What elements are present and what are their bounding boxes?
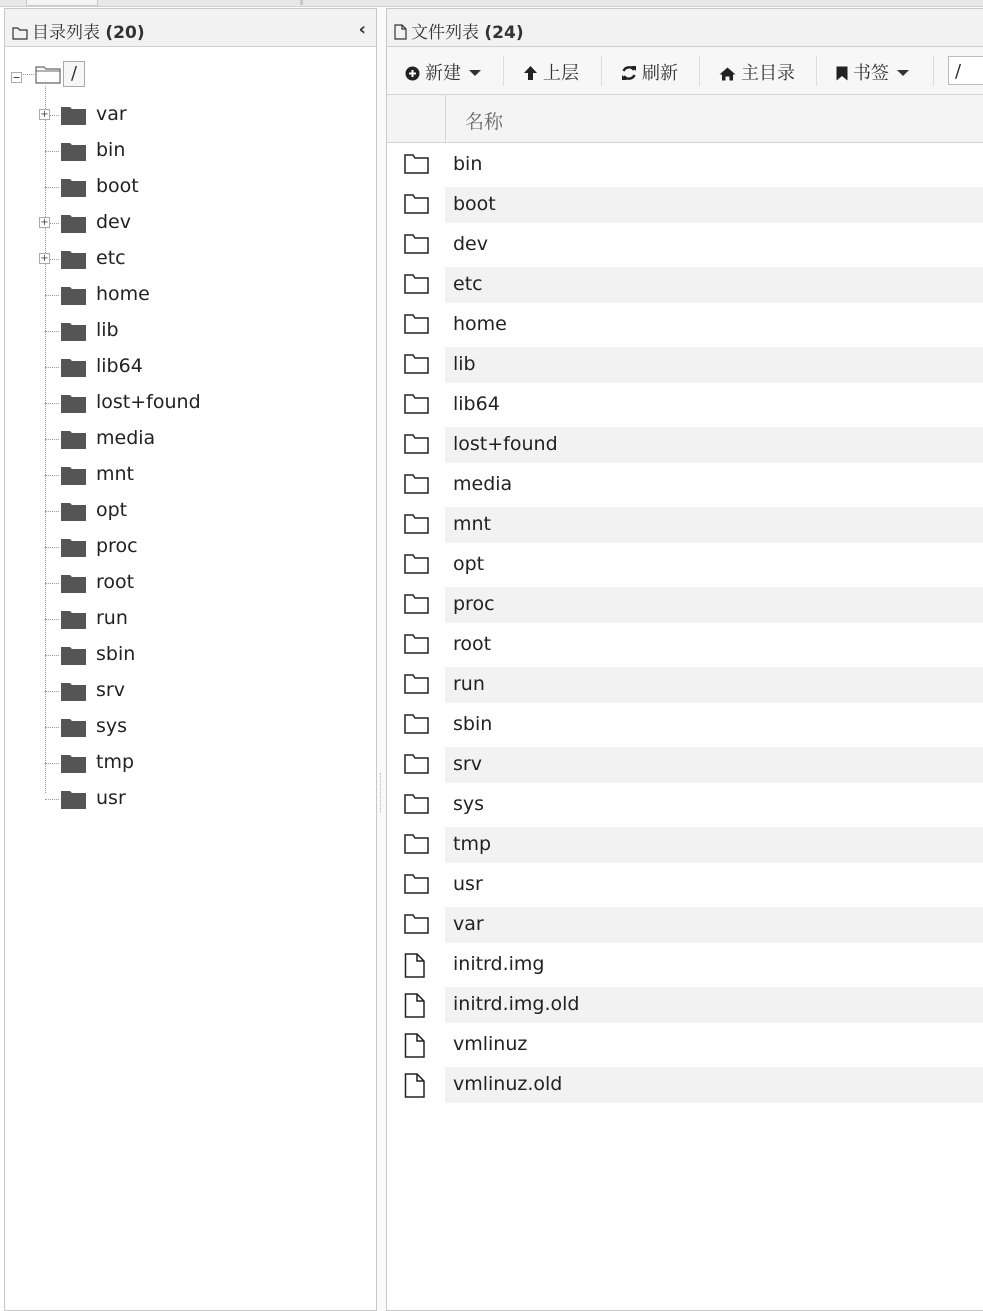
tree-connector [45,799,59,800]
file-name[interactable]: bin [453,153,483,175]
tree-item-etc[interactable] [5,241,365,277]
file-row[interactable] [387,587,983,623]
home-icon [719,65,736,86]
tree-item-label: sys [96,715,128,737]
tree-connector [45,619,59,620]
tree-item-label: root [96,571,135,593]
file-row[interactable] [387,467,983,503]
folder-outline-icon [387,187,445,223]
file-name[interactable]: var [453,913,484,935]
tree-connector [45,295,59,296]
caret-down-icon [897,70,909,76]
file-name[interactable]: vmlinuz [453,1033,528,1055]
file-name[interactable]: opt [453,553,485,575]
file-name-cell [445,467,983,503]
folder-outline-icon [387,427,445,463]
directory-panel-title [12,18,145,45]
file-name-cell [445,827,983,863]
file-row[interactable] [387,667,983,703]
chevron-left-icon: ‹ [358,19,366,40]
folder-icon [61,646,86,665]
name-column-header[interactable]: 名称 [465,111,504,133]
folder-outline-icon [387,907,445,943]
tree-item-dev[interactable] [5,205,365,241]
file-name[interactable]: root [453,633,492,655]
tree-connector [45,655,59,656]
file-row[interactable] [387,347,983,383]
file-name-cell [445,587,983,623]
home-directory-button[interactable] [719,59,795,86]
file-row[interactable] [387,627,983,663]
file-panel-title-text: 文件列表 [411,23,479,43]
tree-connector [45,439,59,440]
folder-outline-icon [387,507,445,543]
file-row[interactable] [387,227,983,263]
tree-root-label[interactable]: / [63,61,85,87]
folder-outline-icon [387,867,445,903]
tree-item-opt[interactable] [5,493,365,529]
file-toolbar [387,47,983,95]
file-name-cell [445,187,983,223]
folder-outline-icon [387,387,445,423]
tree-item-label: proc [96,535,138,557]
file-name-cell [445,907,983,943]
tree-connector [45,331,59,332]
file-name-cell [445,547,983,583]
folder-outline-icon [387,307,445,343]
tree-item-bin[interactable] [5,133,365,169]
tree-item-media[interactable] [5,421,365,457]
collapse-panel-button[interactable] [359,19,366,40]
folder-outline-icon [387,747,445,783]
folder-outline-icon [387,267,445,303]
folder-outline-icon [387,347,445,383]
file-name[interactable]: lost+found [453,433,558,455]
tree-connector [45,763,59,764]
file-name-cell [445,627,983,663]
up-level-button[interactable] [523,59,579,86]
tree-item-label: media [96,427,156,449]
tree-connector [45,547,59,548]
file-name[interactable]: tmp [453,833,492,855]
tree-item-var[interactable] [5,97,365,133]
bookmarks-button[interactable] [836,59,909,86]
tree-item-srv[interactable] [5,673,365,709]
tree-item-boot[interactable] [5,169,365,205]
refresh-icon [621,65,637,86]
tree-connector [23,74,34,75]
file-name[interactable]: mnt [453,513,491,535]
folder-icon [61,394,86,413]
file-name[interactable]: srv [453,753,482,775]
top-tab-divider [300,0,303,5]
directory-panel-header [5,9,376,47]
file-panel-header [387,9,983,47]
file-panel-title [394,18,524,45]
tree-item-sys[interactable] [5,709,365,745]
toolbar-separator [601,56,602,86]
tree-connector [45,691,59,692]
folder-icon [61,430,86,449]
file-name[interactable]: lib [453,353,476,375]
tree-item-label: opt [96,499,128,521]
folder-outline-icon [12,25,28,45]
plus-circle-icon [405,65,420,86]
folder-outline-icon [387,707,445,743]
file-row[interactable] [387,1027,983,1063]
file-row[interactable] [387,267,983,303]
folder-icon [61,250,86,269]
bookmarks-label: 书签 [853,63,889,84]
file-list-header [387,95,983,143]
top-tab[interactable] [26,0,98,6]
folder-icon [61,106,86,125]
file-row[interactable] [387,707,983,743]
file-name-cell [445,1067,983,1103]
folder-outline-icon [387,787,445,823]
tree-item-lib[interactable] [5,313,365,349]
file-row[interactable] [387,1067,983,1103]
file-name-cell [445,507,983,543]
file-name-cell [445,667,983,703]
new-button[interactable] [405,59,481,86]
file-count: (24) [484,23,524,43]
directory-count: (20) [105,23,145,43]
file-name-cell [445,267,983,303]
folder-icon [61,718,86,737]
folder-icon [61,322,86,341]
file-name-cell [445,427,983,463]
file-name[interactable]: initrd.img [453,953,545,975]
tree-item-label: boot [96,175,139,197]
expand-plus-icon[interactable]: + [40,217,49,228]
file-name[interactable]: sbin [453,713,493,735]
file-outline-icon [387,1027,445,1063]
file-name[interactable]: lib64 [453,393,500,415]
file-name-cell [445,347,983,383]
tree-item-label: bin [96,139,126,161]
tree-item-label: mnt [96,463,134,485]
file-row[interactable] [387,747,983,783]
file-name[interactable]: run [453,673,485,695]
tree-item-label: dev [96,211,131,233]
file-name-cell [445,387,983,423]
icon-column-header [387,95,446,142]
toolbar-separator [816,56,817,86]
tree-item-label: usr [96,787,126,809]
tree-item-label: sbin [96,643,136,665]
file-name[interactable]: home [453,313,507,335]
file-name[interactable]: vmlinuz.old [453,1073,563,1095]
folder-icon [61,574,86,593]
file-name[interactable]: initrd.img.old [453,993,580,1015]
tree-item-label: var [96,103,127,125]
folder-outline-icon [387,467,445,503]
tree-item-run[interactable] [5,601,365,637]
folder-icon [61,214,86,233]
file-name-cell [445,867,983,903]
folder-outline-icon [387,147,445,183]
file-outline-icon [387,987,445,1023]
file-list-panel [386,8,983,1311]
folder-icon [61,466,86,485]
file-outline-icon [387,947,445,983]
tree-item-lib64[interactable] [5,349,365,385]
file-outline-icon [387,1067,445,1103]
file-row[interactable] [387,787,983,823]
folder-icon [61,610,86,629]
expand-plus-icon[interactable]: + [40,109,49,120]
tree-item-label: lib [96,319,119,341]
file-row[interactable] [387,867,983,903]
panel-splitter[interactable] [377,8,386,1311]
folder-outline-icon [387,547,445,583]
folder-icon [61,142,86,161]
toolbar-separator [933,56,934,86]
splitter-grip[interactable] [380,773,381,813]
file-row[interactable] [387,187,983,223]
folder-outline-icon [387,827,445,863]
file-name[interactable]: boot [453,193,496,215]
tree-item-proc[interactable] [5,529,365,565]
folder-icon [61,790,86,809]
file-row[interactable] [387,307,983,343]
file-name-cell [445,787,983,823]
tree-item-tmp[interactable] [5,745,365,781]
file-name-cell [445,1027,983,1063]
expand-plus-icon[interactable]: + [40,253,49,264]
file-row[interactable] [387,387,983,423]
file-name-cell [445,307,983,343]
file-name-cell [445,747,983,783]
folder-icon [61,754,86,773]
up-level-label: 上层 [543,63,579,84]
tree-item-root[interactable] [5,565,365,601]
tree-connector [45,151,59,152]
home-directory-label: 主目录 [741,63,795,84]
folder-icon [61,178,86,197]
file-outline-icon [394,24,407,45]
folder-icon [61,538,86,557]
tree-item-usr[interactable] [5,781,365,817]
tree-item-label: lost+found [96,391,201,413]
top-tab-strip [0,0,983,7]
file-row[interactable] [387,907,983,943]
folder-outline-icon [387,227,445,263]
file-row[interactable] [387,827,983,863]
file-name[interactable]: dev [453,233,488,255]
file-row[interactable] [387,987,983,1023]
tree-item-mnt[interactable] [5,457,365,493]
collapse-tree-icon[interactable] [11,68,22,87]
file-name-cell [445,987,983,1023]
file-name-cell [445,947,983,983]
tree-connector [45,475,59,476]
tree-connector [45,727,59,728]
directory-panel-title-text: 目录列表 [32,23,100,43]
folder-outline-icon [387,627,445,663]
file-name-cell [445,227,983,263]
tree-item-label: srv [96,679,125,701]
folder-icon [61,286,86,305]
file-name[interactable]: media [453,473,513,495]
file-row[interactable] [387,947,983,983]
folder-outline-icon [387,587,445,623]
tree-connector [45,403,59,404]
file-row[interactable] [387,507,983,543]
tree-connector [45,187,59,188]
path-input[interactable]: / [948,56,983,85]
file-name-cell [445,147,983,183]
tree-connector [45,367,59,368]
file-row[interactable] [387,147,983,183]
refresh-button[interactable] [621,59,678,86]
folder-icon [61,358,86,377]
folder-icon [61,682,86,701]
refresh-label: 刷新 [642,63,678,84]
tree-item-label: tmp [96,751,135,773]
file-name[interactable]: proc [453,593,495,615]
directory-tree-panel [4,8,377,1311]
file-name[interactable]: usr [453,873,483,895]
caret-down-icon [469,70,481,76]
file-row[interactable] [387,547,983,583]
tree-connector [45,511,59,512]
file-name-cell [445,707,983,743]
file-row[interactable] [387,427,983,463]
folder-outline-icon [387,667,445,703]
file-name[interactable]: etc [453,273,483,295]
tree-connector [45,583,59,584]
file-name[interactable]: sys [453,793,485,815]
bookmark-icon [836,65,848,86]
folder-icon [61,502,86,521]
arrow-up-icon [523,65,538,86]
tree-item-lost-found[interactable] [5,385,365,421]
tree-item-label: etc [96,247,126,269]
tree-item-label: run [96,607,128,629]
tree-item-home[interactable] [5,277,365,313]
tree-item-label: home [96,283,150,305]
tree-item-label: lib64 [96,355,143,377]
toolbar-separator [699,56,700,86]
open-folder-icon [35,64,61,88]
tree-item-sbin[interactable] [5,637,365,673]
new-button-label: 新建 [425,63,461,84]
toolbar-separator [503,56,504,86]
